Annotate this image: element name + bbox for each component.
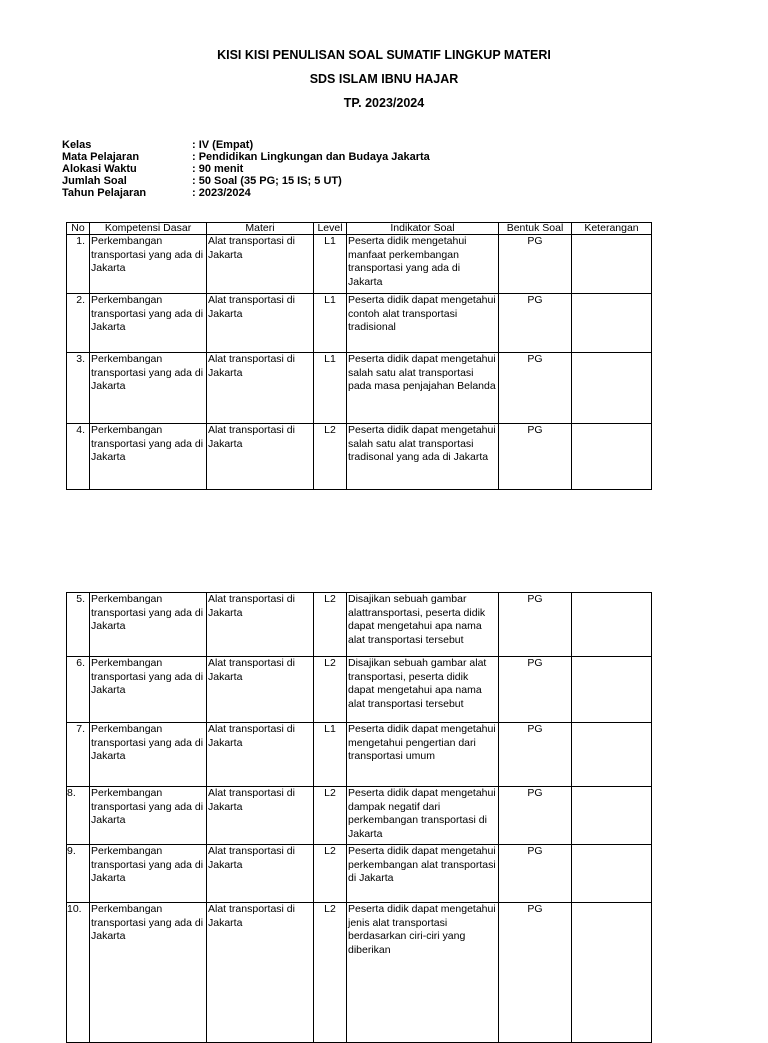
cell-materi: Alat transportasi di Jakarta	[207, 657, 314, 723]
cell-kompetensi-dasar: Perkembangan transportasi yang ada di Jakarta	[90, 845, 207, 903]
cell-level: L1	[314, 723, 347, 787]
info-value: : 90 menit	[192, 163, 244, 175]
header-indikator-soal: Indikator Soal	[347, 223, 499, 235]
cell-indikator: Disajikan sebuah gambar alat transportasi, peserta didik dapat mengetahui apa nama alat transportasi tersebut	[347, 657, 499, 723]
info-value: : 50 Soal (35 PG; 15 IS; 5 UT)	[192, 175, 342, 187]
cell-kompetensi-dasar: Perkembangan transportasi yang ada di Jakarta	[90, 657, 207, 723]
cell-level: L1	[314, 294, 347, 353]
cell-kompetensi-dasar: Perkembangan transportasi yang ada di Jakarta	[90, 353, 207, 424]
cell-level: L2	[314, 787, 347, 845]
cell-bentuk-soal: PG	[499, 294, 572, 353]
cell-keterangan	[572, 723, 652, 787]
info-row-jumlah-soal	[62, 175, 430, 187]
cell-indikator: Peserta didik dapat mengetahui contoh alat transportasi tradisional	[347, 294, 499, 353]
cell-materi: Alat transportasi di Jakarta	[207, 235, 314, 294]
cell-indikator: Disajikan sebuah gambar alattransportasi, peserta didik dapat mengetahui apa nama alat transportasi tersebut	[347, 593, 499, 657]
header-materi: Materi	[207, 223, 314, 235]
cell-indikator: Peserta didik dapat mengetahui jenis alat transportasi berdasarkan ciri-ciri yang diberikan	[347, 903, 499, 1043]
cell-kompetensi-dasar: Perkembangan transportasi yang ada di Jakarta	[90, 723, 207, 787]
table-row	[67, 593, 652, 657]
cell-level: L2	[314, 903, 347, 1043]
cell-indikator: Peserta didik dapat mengetahui dampak negatif dari perkembangan transportasi di Jakarta	[347, 787, 499, 845]
header-bentuk-soal: Bentuk Soal	[499, 223, 572, 235]
cell-bentuk-soal: PG	[499, 424, 572, 490]
info-row-kelas	[62, 139, 430, 151]
school-name: SDS ISLAM IBNU HAJAR	[309, 72, 459, 86]
cell-bentuk-soal: PG	[499, 593, 572, 657]
info-row-mata-pelajaran	[62, 151, 430, 163]
cell-indikator: Peserta didik dapat mengetahui perkembangan alat transportasi di Jakarta	[347, 845, 499, 903]
info-label: Mata Pelajaran	[62, 151, 140, 163]
school-year: TP. 2023/2024	[343, 96, 425, 110]
table-row	[67, 787, 652, 845]
cell-bentuk-soal: PG	[499, 235, 572, 294]
cell-no: 7.	[67, 723, 90, 787]
cell-materi: Alat transportasi di Jakarta	[207, 294, 314, 353]
info-value: : Pendidikan Lingkungan dan Budaya Jakarta	[192, 151, 430, 163]
cell-materi: Alat transportasi di Jakarta	[207, 424, 314, 490]
cell-keterangan	[572, 294, 652, 353]
table-row	[67, 903, 652, 1043]
cell-indikator: Peserta didik dapat mengetahui salah satu alat transportasi pada masa penjajahan Belanda	[347, 353, 499, 424]
cell-keterangan	[572, 353, 652, 424]
cell-no: 6.	[67, 657, 90, 723]
kisi-kisi-table-page-1	[66, 222, 652, 490]
document-title: KISI KISI PENULISAN SOAL SUMATIF LINGKUP MATERI	[217, 48, 551, 62]
cell-level: L1	[314, 353, 347, 424]
cell-level: L2	[314, 845, 347, 903]
table-row	[67, 235, 652, 294]
info-label: Tahun Pelajaran	[62, 187, 147, 199]
table-row	[67, 657, 652, 723]
cell-level: L2	[314, 424, 347, 490]
cell-kompetensi-dasar: Perkembangan transportasi yang ada di Jakarta	[90, 294, 207, 353]
header-keterangan: Keterangan	[572, 223, 652, 235]
cell-kompetensi-dasar: Perkembangan transportasi yang ada di Jakarta	[90, 787, 207, 845]
cell-keterangan	[572, 787, 652, 845]
info-label: Jumlah Soal	[62, 175, 127, 187]
cell-keterangan	[572, 424, 652, 490]
kisi-kisi-table-page-2	[66, 592, 652, 1043]
cell-materi: Alat transportasi di Jakarta	[207, 903, 314, 1043]
cell-kompetensi-dasar: Perkembangan transportasi yang ada di Jakarta	[90, 903, 207, 1043]
info-label: Kelas	[62, 139, 92, 151]
cell-materi: Alat transportasi di Jakarta	[207, 353, 314, 424]
cell-keterangan	[572, 657, 652, 723]
cell-indikator: Peserta didik mengetahui manfaat perkembangan transportasi yang ada di Jakarta	[347, 235, 499, 294]
cell-kompetensi-dasar: Perkembangan transportasi yang ada di Jakarta	[90, 424, 207, 490]
info-value: : IV (Empat)	[192, 139, 254, 151]
cell-indikator: Peserta didik dapat mengetahui salah satu alat transportasi tradisonal yang ada di Jakarta	[347, 424, 499, 490]
table-row	[67, 723, 652, 787]
cell-keterangan	[572, 593, 652, 657]
cell-materi: Alat transportasi di Jakarta	[207, 845, 314, 903]
cell-kompetensi-dasar: Perkembangan transportasi yang ada di Jakarta	[90, 235, 207, 294]
cell-bentuk-soal: PG	[499, 657, 572, 723]
info-row-alokasi-waktu	[62, 163, 430, 175]
cell-materi: Alat transportasi di Jakarta	[207, 593, 314, 657]
table-row	[67, 294, 652, 353]
cell-no: 4.	[67, 424, 90, 490]
table-row	[67, 424, 652, 490]
header-no: No	[67, 223, 90, 235]
table-row	[67, 845, 652, 903]
cell-bentuk-soal: PG	[499, 845, 572, 903]
info-value: : 2023/2024	[192, 187, 251, 199]
info-row-tahun-pelajaran	[62, 187, 430, 199]
cell-keterangan	[572, 845, 652, 903]
cell-bentuk-soal: PG	[499, 353, 572, 424]
info-label: Alokasi Waktu	[62, 163, 137, 175]
cell-indikator: Peserta didik dapat mengetahui mengetahui pengertian dari transportasi umum	[347, 723, 499, 787]
cell-level: L1	[314, 235, 347, 294]
cell-bentuk-soal: PG	[499, 723, 572, 787]
cell-keterangan	[572, 903, 652, 1043]
table-row	[67, 353, 652, 424]
cell-materi: Alat transportasi di Jakarta	[207, 787, 314, 845]
cell-no: 2.	[67, 294, 90, 353]
cell-no: 5.	[67, 593, 90, 657]
cell-level: L2	[314, 593, 347, 657]
cell-no: 9.	[67, 845, 90, 903]
cell-no: 8.	[67, 787, 90, 845]
cell-keterangan	[572, 235, 652, 294]
header-level: Level	[314, 223, 347, 235]
cell-kompetensi-dasar: Perkembangan transportasi yang ada di Jakarta	[90, 593, 207, 657]
table-header-row	[67, 223, 652, 235]
info-block	[62, 139, 430, 199]
cell-no: 10.	[67, 903, 90, 1043]
cell-bentuk-soal: PG	[499, 903, 572, 1043]
header-kompetensi-dasar: Kompetensi Dasar	[90, 223, 207, 235]
cell-level: L2	[314, 657, 347, 723]
cell-no: 1.	[67, 235, 90, 294]
cell-materi: Alat transportasi di Jakarta	[207, 723, 314, 787]
cell-bentuk-soal: PG	[499, 787, 572, 845]
cell-no: 3.	[67, 353, 90, 424]
